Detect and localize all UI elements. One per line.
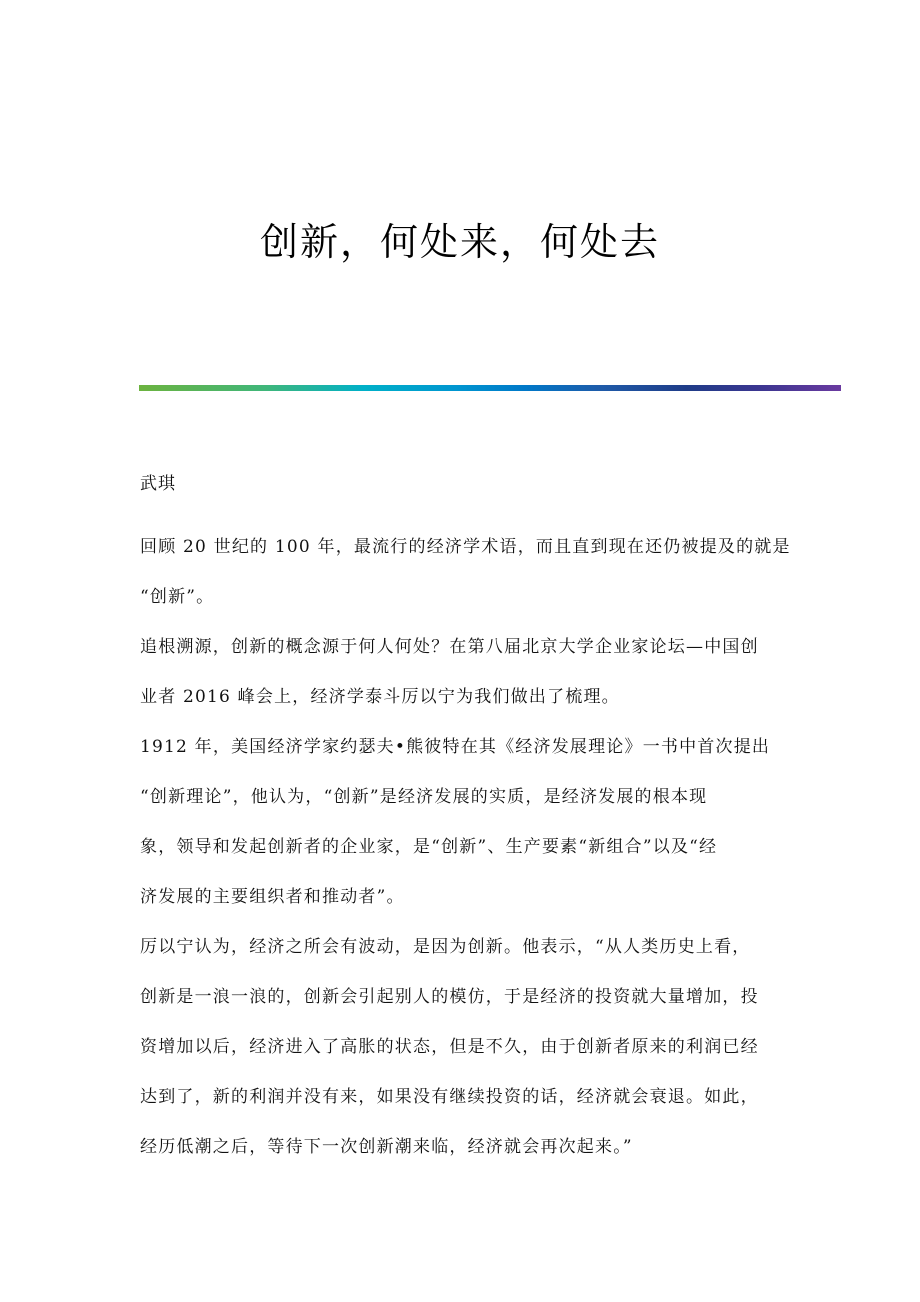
paragraph-3	[140, 722, 780, 922]
article-body	[140, 466, 791, 1172]
paragraph-line: 经历低潮之后，等待下一次创新潮来临，经济就会再次起来。”	[140, 1137, 633, 1157]
paragraph-line: 业者 2016 峰会上，经济学泰斗厉以宁为我们做出了梳理。	[140, 687, 620, 707]
paragraph-line: “创新理论”，他认为，“创新”是经济发展的实质，是经济发展的根本现	[140, 787, 708, 807]
paragraph-line: 回顾 20 世纪的 100 年，最流行的经济学术语，而且直到现在还仍被提及的就是	[140, 537, 791, 557]
paragraph-line: “创新”。	[140, 587, 215, 607]
page-title: 创新，何处来，何处去	[259, 220, 660, 264]
author-name: 武琪	[140, 474, 176, 494]
paragraph-line: 厉以宁认为，经济之所会有波动，是因为创新。他表示，“从人类历史上看，	[140, 937, 751, 957]
paragraph-line: 1912 年，美国经济学家约瑟夫•熊彼特在其《经济发展理论》一书中首次提出	[140, 737, 771, 757]
paragraph-4	[140, 922, 780, 1172]
paragraph-line: 追根溯源，创新的概念源于何人何处？在第八届北京大学企业家论坛—中国创	[140, 637, 759, 657]
paragraph-line: 济发展的主要组织者和推动者”。	[140, 887, 405, 907]
paragraph-line: 达到了，新的利润并没有来，如果没有继续投资的话，经济就会衰退。如此，	[140, 1087, 759, 1107]
paragraph-2	[140, 622, 780, 722]
gradient-divider	[139, 385, 841, 391]
paragraph-line: 资增加以后，经济进入了高胀的状态，但是不久，由于创新者原来的利润已经	[140, 1037, 759, 1057]
paragraph-line: 创新是一浪一浪的，创新会引起别人的模仿，于是经济的投资就大量增加，投	[140, 987, 759, 1007]
paragraph-1	[140, 522, 791, 622]
paragraph-line: 象，领导和发起创新者的企业家，是“创新”、生产要素“新组合”以及“经	[140, 837, 718, 857]
